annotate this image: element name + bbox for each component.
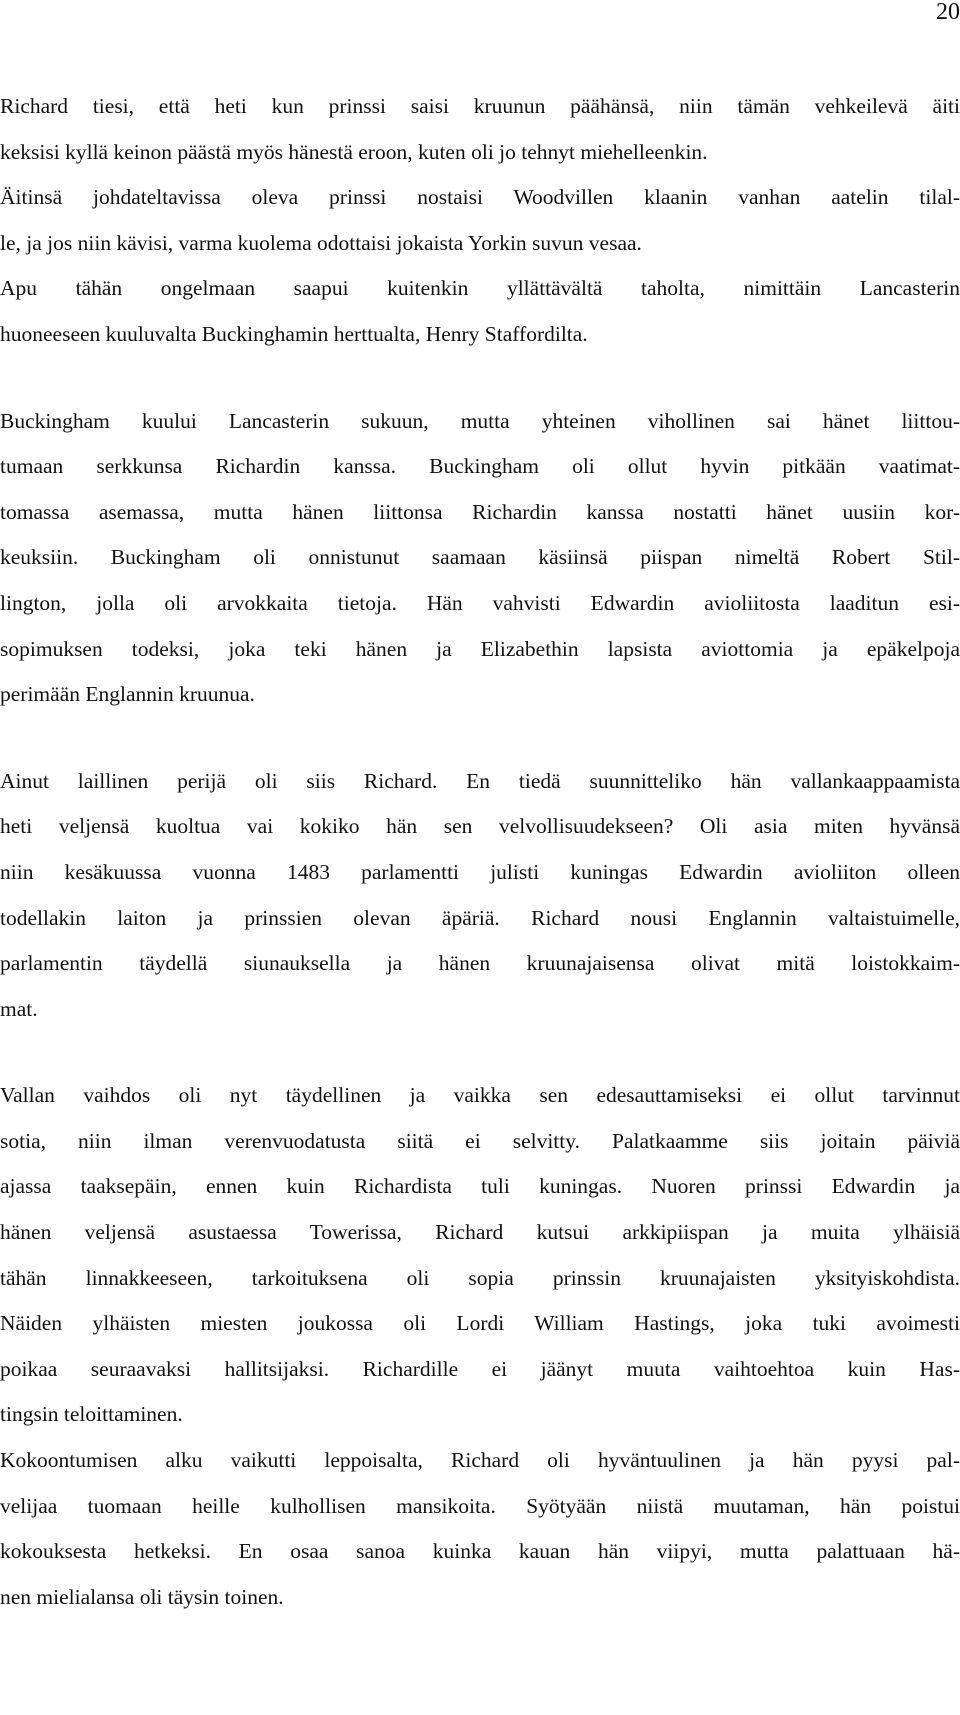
text-line: tumaan serkkunsa Richardin kanssa. Buckingham oli ollut hyvin pitkään vaatimat- [0, 454, 960, 479]
text-line: Vallan vaihdos oli nyt täydellinen ja vaikka sen edesauttamiseksi ei ollut tarvinnut [0, 1083, 960, 1108]
paragraph-3 [0, 759, 960, 1033]
text-line: tingsin teloittaminen. [0, 1402, 183, 1427]
paragraph-2 [0, 399, 960, 718]
text-line: tähän linnakkeeseen, tarkoituksena oli sopia prinssin kruunajaisten yksityiskohdista. [0, 1265, 960, 1290]
text-line: Apu tähän ongelmaan saapui kuitenkin yllättävältä taholta, nimittäin Lancasterin [0, 276, 960, 301]
document-body [0, 84, 960, 1620]
text-line: nen mielialansa oli täysin toinen. [0, 1584, 284, 1609]
text-line: perimään Englannin kruunua. [0, 682, 255, 707]
text-line: ajassa taaksepäin, ennen kuin Richardista tuli kuningas. Nuoren prinssi Edwardin ja [0, 1174, 960, 1199]
paragraph-4 [0, 1073, 960, 1438]
text-line: keksisi kyllä keinon päästä myös hänestä eroon, kuten oli jo tehnyt miehelleenkin. [0, 139, 708, 164]
text-line: Näiden ylhäisten miesten joukossa oli Lordi William Hastings, joka tuki avoimesti [0, 1311, 960, 1336]
paragraph-1 [0, 84, 960, 358]
text-line: lington, jolla oli arvokkaita tietoja. Hän vahvisti Edwardin avioliitosta laaditun esi- [0, 590, 960, 615]
text-line: huoneeseen kuuluvalta Buckinghamin herttualta, Henry Staffordilta. [0, 321, 588, 346]
text-line: Richard tiesi, että heti kun prinssi saisi kruunun päähänsä, niin tämän vehkeilevä äiti [0, 94, 960, 118]
text-line: le, ja jos niin kävisi, varma kuolema odottaisi jokaista Yorkin suvun vesaa. [0, 230, 642, 255]
text-line: kokouksesta hetkeksi. En osaa sanoa kuinka kauan hän viipyi, mutta palattuaan hä- [0, 1539, 960, 1564]
text-line: todellakin laiton ja prinssien olevan äpäriä. Richard nousi Englannin valtaistuimelle, [0, 905, 960, 930]
text-line: Buckingham kuului Lancasterin sukuun, mutta yhteinen vihollinen sai hänet liittou- [0, 408, 960, 433]
text-line: velijaa tuomaan heille kulhollisen mansikoita. Syötyään niistä muutaman, hän poistui [0, 1493, 960, 1518]
text-line: sopimuksen todeksi, joka teki hänen ja Elizabethin lapsista aviottomia ja epäkelpoja [0, 636, 960, 661]
paragraph-5 [0, 1438, 960, 1620]
text-line: sotia, niin ilman verenvuodatusta siitä ei selvitty. Palatkaamme siis joitain päiviä [0, 1128, 960, 1153]
text-line: heti veljensä kuoltua vai kokiko hän sen velvollisuudekseen? Oli asia miten hyvänsä [0, 814, 960, 839]
text-line: tomassa asemassa, mutta hänen liittonsa Richardin kanssa nostatti hänet uusiin kor- [0, 499, 960, 524]
text-line: parlamentin täydellä siunauksella ja hänen kruunajaisensa olivat mitä loistokkaim- [0, 951, 960, 976]
text-line: keuksiin. Buckingham oli onnistunut saamaan käsiinsä piispan nimeltä Robert Stil- [0, 545, 960, 570]
text-line: poikaa seuraavaksi hallitsijaksi. Richardille ei jäänyt muuta vaihtoehtoa kuin Has- [0, 1356, 960, 1381]
text-line: hänen veljensä asustaessa Towerissa, Richard kutsui arkkipiispan ja muita ylhäisiä [0, 1220, 960, 1245]
text-line: niin kesäkuussa vuonna 1483 parlamentti julisti kuningas Edwardin avioliiton olleen [0, 859, 960, 884]
text-line: mat. [0, 996, 38, 1021]
text-line: Ainut laillinen perijä oli siis Richard. En tiedä suunnitteliko hän vallankaappaamista [0, 768, 960, 793]
text-line: Kokoontumisen alku vaikutti leppoisalta, Richard oli hyväntuulinen ja hän pyysi pal- [0, 1448, 960, 1473]
page-number: 20 [936, 0, 960, 25]
text-line: Äitinsä johdateltavissa oleva prinssi nostaisi Woodvillen klaanin vanhan aatelin tilal- [0, 185, 960, 210]
